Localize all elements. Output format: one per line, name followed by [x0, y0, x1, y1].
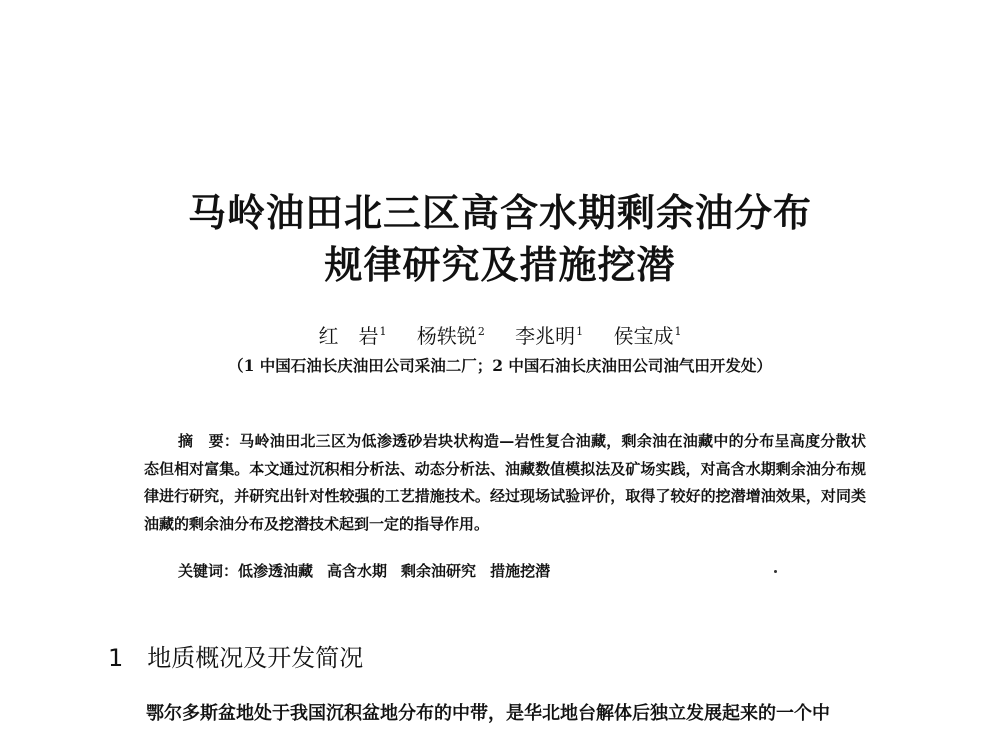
- author-name: 李兆明: [515, 324, 576, 348]
- keywords-label: 关键词：: [178, 562, 239, 580]
- author-4: [614, 324, 682, 348]
- abstract: [144, 428, 866, 538]
- keyword: 措施挖潜: [490, 562, 551, 580]
- author-affil-mark: 1: [576, 325, 584, 339]
- section-heading: [108, 638, 363, 673]
- author-name: 红 岩: [318, 324, 379, 348]
- section-number: 1: [108, 644, 124, 672]
- keyword: 高含水期: [327, 562, 388, 580]
- body-paragraph: 鄂尔多斯盆地处于我国沉积盆地分布的中带，是华北地台解体后独立发展起来的一个中: [146, 703, 830, 724]
- paper-title-line-2: 规律研究及措施挖潜: [324, 243, 676, 287]
- author-2: [417, 324, 485, 348]
- keyword: 剩余油研究: [401, 562, 477, 580]
- author-affil-mark: 1: [379, 325, 387, 339]
- section-title: 地质概况及开发简况: [147, 644, 364, 672]
- scan-speck: [774, 570, 777, 573]
- paper-title-line-1: 马岭油田北三区高含水期剩余油分布: [187, 191, 812, 235]
- affiliation: （1 中国石油长庆油田公司采油二厂；2 中国石油长庆油田公司油气田开发处）: [228, 356, 772, 375]
- author-affil-mark: 1: [674, 325, 682, 339]
- author-1: [318, 324, 386, 348]
- author-list: [0, 320, 1000, 349]
- abstract-text: 马岭油田北三区为低渗透砂岩块状构造—岩性复合油藏，剩余油在油藏中的分布呈高度分散状态但相对富集。本文通过沉积相分析法、动态分析法、油藏数值模拟法及矿场实践，对高含水期剩余油分布规律进行研究，并研究出针对性较强的工艺措施技术。经过现场试验评价，取得了较好的挖潜增油效果，对同类油藏的剩余油分布及挖潜技术起到一定的指导作用。: [144, 432, 866, 533]
- keywords: [178, 560, 564, 581]
- author-3: [515, 324, 583, 348]
- author-affil-mark: 2: [477, 325, 485, 339]
- author-name: 杨轶锐: [416, 324, 477, 348]
- abstract-label: 摘 要：: [178, 432, 240, 450]
- keyword: 低渗透油藏: [238, 562, 314, 580]
- author-name: 侯宝成: [613, 324, 674, 348]
